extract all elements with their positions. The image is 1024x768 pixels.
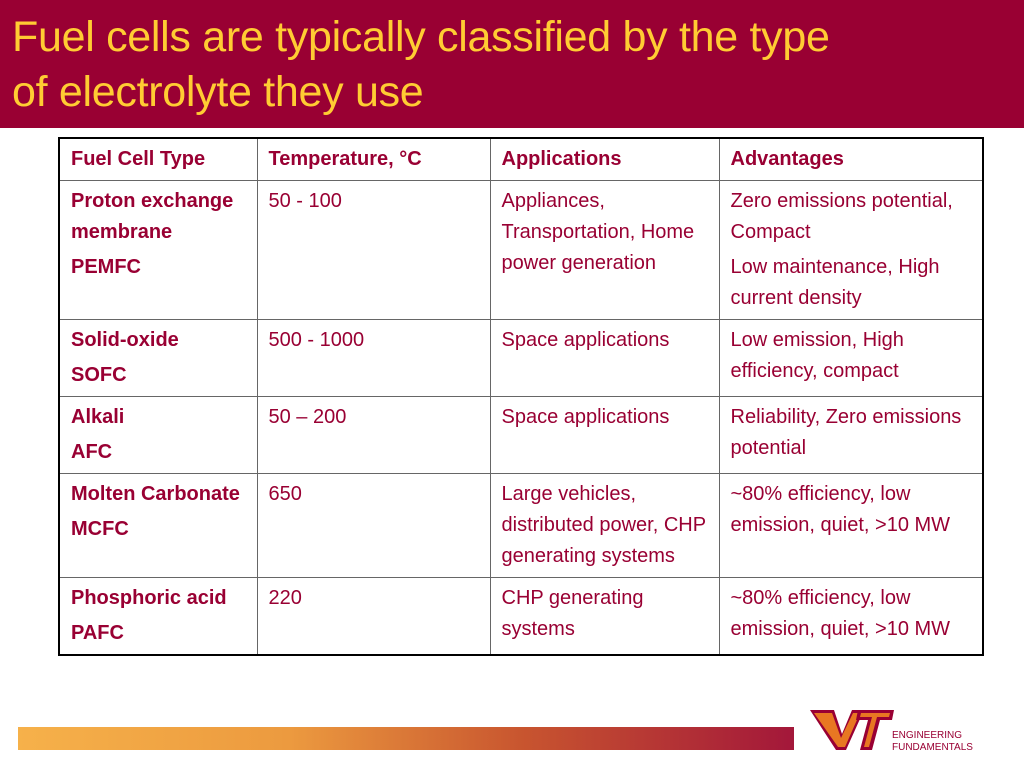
applications-value: Space applications (501, 329, 670, 351)
engineering-fundamentals-label (892, 730, 992, 754)
fuel-cell-table (58, 137, 984, 656)
advantages-value: Zero emissions potential, Compact (730, 190, 953, 243)
fuel-cell-abbr: AFC (71, 441, 113, 463)
temperature-value: 50 – 200 (268, 406, 347, 428)
cell-type (59, 181, 257, 320)
fuel-cell-abbr: SOFC (71, 364, 127, 386)
cell-applications (490, 474, 719, 578)
advantages-value: Low emission, High efficiency, compact (730, 329, 904, 382)
cell-temperature (257, 320, 490, 397)
slide-title-line-2: of electrolyte they use (12, 68, 424, 116)
cell-applications (490, 578, 719, 656)
fuel-cell-name: Proton exchange membrane (71, 190, 234, 243)
title-bar (0, 0, 1024, 128)
applications-value: Space applications (501, 406, 670, 428)
fuel-cell-name: Solid-oxide (71, 329, 179, 351)
cell-advantages (719, 474, 983, 578)
table-row (59, 474, 983, 578)
fuel-cell-abbr: PAFC (71, 622, 124, 644)
applications-value: Large vehicles, distributed power, CHP generating systems (501, 483, 706, 567)
table-row (59, 578, 983, 656)
header-fuel-cell-type: Fuel Cell Type (59, 138, 257, 181)
fuel-cell-name: Molten Carbonate (71, 483, 240, 505)
cell-applications (490, 320, 719, 397)
fuel-cell-name: Phosphoric acid (71, 587, 227, 609)
vt-logo (808, 708, 896, 752)
slide-title (12, 10, 1017, 120)
applications-value: CHP generating systems (501, 587, 644, 640)
advantages-value: Low maintenance, High current density (730, 256, 940, 309)
fuel-cell-name: Alkali (71, 406, 125, 428)
applications-value: Appliances, Transportation, Home power generation (501, 190, 695, 274)
table-row (59, 181, 983, 320)
table-row (59, 320, 983, 397)
fuel-cell-abbr: MCFC (71, 518, 129, 540)
header-advantages: Advantages (719, 138, 983, 181)
cell-advantages (719, 397, 983, 474)
cell-advantages (719, 578, 983, 656)
temperature-value: 50 - 100 (268, 190, 342, 212)
header-temperature: Temperature, °C (257, 138, 490, 181)
advantages-value: ~80% efficiency, low emission, quiet, >10 MW (730, 587, 951, 640)
header-applications: Applications (490, 138, 719, 181)
cell-advantages (719, 181, 983, 320)
cell-type (59, 320, 257, 397)
cell-temperature (257, 578, 490, 656)
temperature-value: 500 - 1000 (268, 329, 365, 351)
slide-title-line-1: Fuel cells are typically classified by the type (12, 13, 830, 61)
temperature-value: 220 (268, 587, 302, 609)
cell-applications (490, 397, 719, 474)
fuel-cell-abbr: PEMFC (71, 256, 141, 278)
cell-type (59, 397, 257, 474)
advantages-value: ~80% efficiency, low emission, quiet, >10 MW (730, 483, 951, 536)
cell-temperature (257, 181, 490, 320)
footer-gradient-bar (18, 727, 794, 750)
advantages-value: Reliability, Zero emissions potential (730, 406, 962, 459)
temperature-value: 650 (268, 483, 302, 505)
cell-temperature (257, 397, 490, 474)
table-header-row (59, 138, 983, 181)
table-row (59, 397, 983, 474)
cell-advantages (719, 320, 983, 397)
cell-type (59, 578, 257, 656)
label-line-1: ENGINEERING (892, 730, 963, 741)
label-line-2: FUNDAMENTALS (892, 742, 973, 753)
cell-temperature (257, 474, 490, 578)
cell-type (59, 474, 257, 578)
cell-applications (490, 181, 719, 320)
